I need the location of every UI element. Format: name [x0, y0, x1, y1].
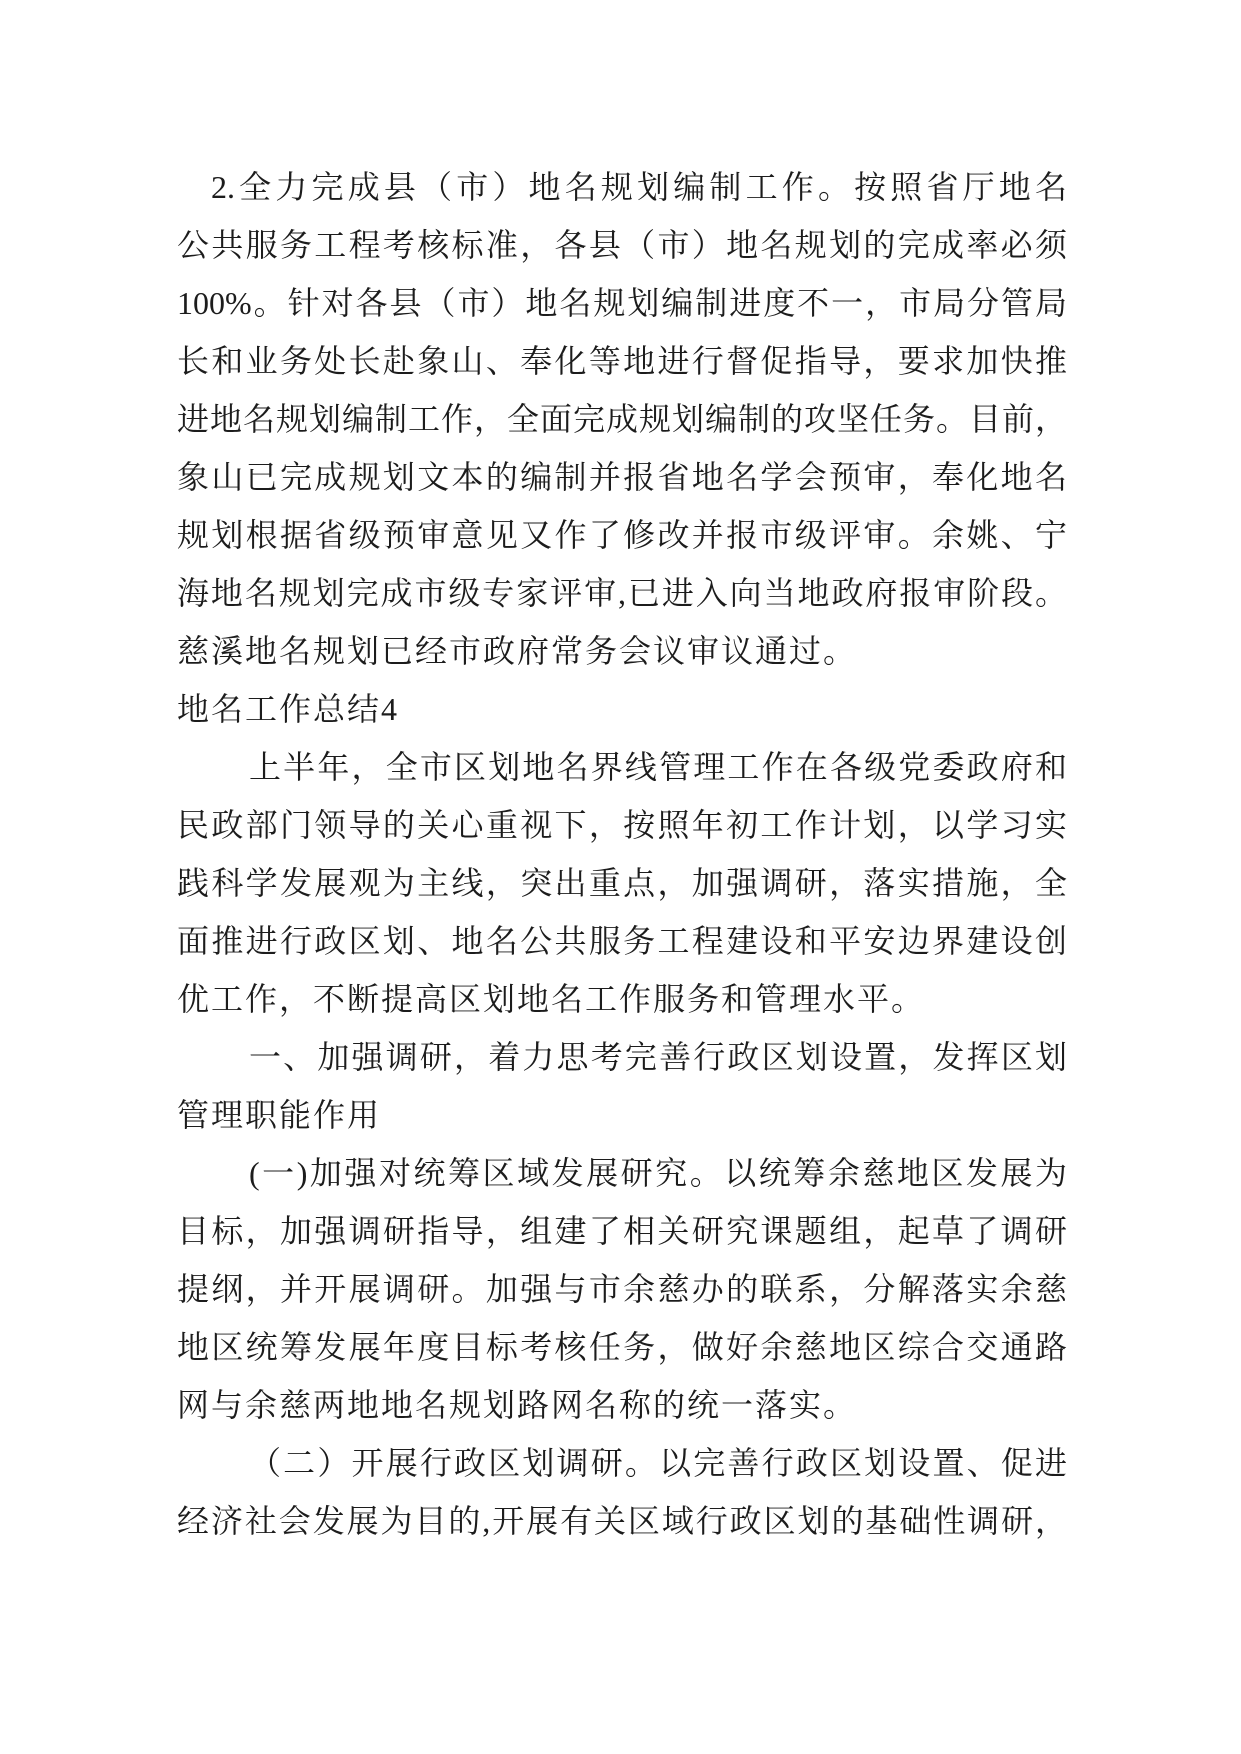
text-block [177, 158, 1067, 1550]
text-line: 象山已完成规划文本的编制并报省地名学会预审，奉化地名 [177, 459, 1067, 495]
text-line: 目标，加强调研指导，组建了相关研究课题组，起草了调研 [177, 1213, 1067, 1249]
text-line: 2.全力完成县（市）地名规划编制工作。按照省厅地名 [211, 169, 1067, 205]
text-line: 践科学发展观为主线，突出重点，加强调研，落实措施，全 [177, 865, 1067, 901]
text-line: 管理职能作用 [177, 1097, 382, 1133]
text-line: 上半年，全市区划地名界线管理工作在各级党委政府和 [249, 749, 1067, 785]
text-line: 地区统筹发展年度目标考核任务，做好余慈地区综合交通路 [177, 1329, 1067, 1365]
text-line: 网与余慈两地地名规划路网名称的统一落实。 [177, 1387, 858, 1423]
text-line: 长和业务处长赴象山、奉化等地进行督促指导，要求加快推 [177, 343, 1067, 379]
text-line: (一)加强对统筹区域发展研究。以统筹余慈地区发展为 [249, 1155, 1067, 1191]
text-line: 慈溪地名规划已经市政府常务会议审议通过。 [177, 633, 858, 669]
text-line: 面推进行政区划、地名公共服务工程建设和平安边界建设创 [177, 923, 1067, 959]
text-line: 进地名规划编制工作，全面完成规划编制的攻坚任务。目前， [177, 401, 1067, 437]
text-line: 提纲，并开展调研。加强与市余慈办的联系，分解落实余慈 [177, 1271, 1067, 1307]
text-line: 经济社会发展为目的,开展有关区域行政区划的基础性调研， [177, 1503, 1067, 1539]
text-line: 海地名规划完成市级专家评审,已进入向当地政府报审阶段。 [177, 575, 1067, 611]
text-line: （二）开展行政区划调研。以完善行政区划设置、促进 [249, 1445, 1067, 1481]
text-line: 规划根据省级预审意见又作了修改并报市级评审。余姚、宁 [177, 517, 1067, 553]
text-line: 一、加强调研，着力思考完善行政区划设置，发挥区划 [249, 1039, 1067, 1075]
text-line: 优工作，不断提高区划地名工作服务和管理水平。 [177, 981, 926, 1017]
text-line: 民政部门领导的关心重视下，按照年初工作计划，以学习实 [177, 807, 1067, 843]
text-line: 公共服务工程考核标准，各县（市）地名规划的完成率必须 [177, 227, 1067, 263]
text-line: 地名工作总结4 [177, 691, 400, 727]
text-line: 100%。针对各县（市）地名规划编制进度不一，市局分管局 [177, 285, 1067, 321]
